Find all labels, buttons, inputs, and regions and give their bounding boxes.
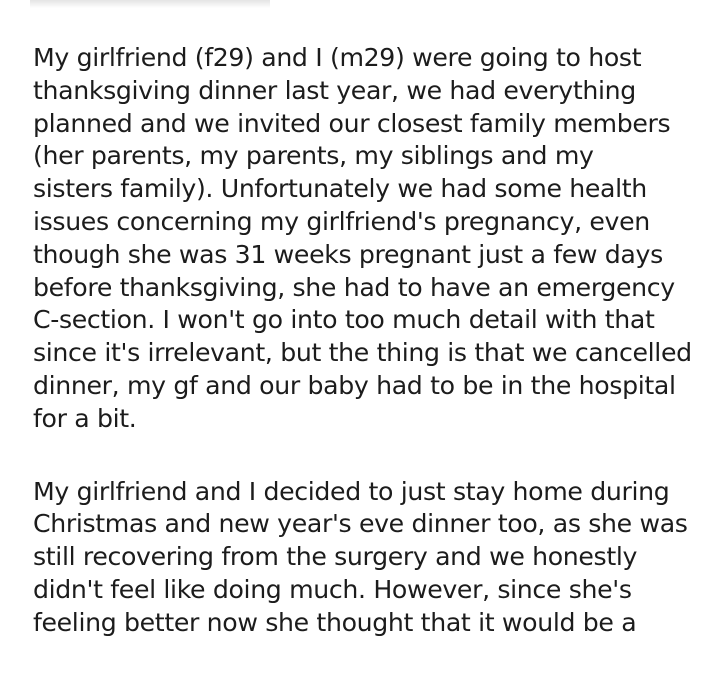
text-line: (her parents, my parents, my siblings and my [33,141,594,171]
text-line: My girlfriend and I decided to just stay home during [33,476,670,506]
text-line: didn't feel like doing much. However, since she's [33,574,632,604]
text-line: though she was 31 weeks pregnant just a few days [33,239,663,269]
text-line: C-section. I won't go into too much detail with that [33,305,655,335]
top-edge-shadow [30,0,270,8]
text-line: before thanksgiving, she had to have an emergency [33,272,675,302]
text-line: for a bit. [33,403,137,433]
paragraph-2 [33,476,713,640]
text-line: sisters family). Unfortunately we had some health [33,174,647,204]
text-line: since it's irrelevant, but the thing is that we cancelled [33,338,692,368]
text-line: planned and we invited our closest family members [33,108,671,138]
text-line: Christmas and new year's eve dinner too, as she was [33,509,688,539]
text-line: feeling better now she thought that it would be a [33,607,637,637]
text-line: My girlfriend (f29) and I (m29) were going to host [33,43,642,72]
text-line: still recovering from the surgery and we honestly [33,542,638,572]
post-body [33,42,713,680]
paragraph-1 [33,42,713,436]
text-line: thanksgiving dinner last year, we had everything [33,75,636,105]
text-line: dinner, my gf and our baby had to be in the hospital [33,370,676,400]
text-line: issues concerning my girlfriend's pregnancy, even [33,206,650,236]
